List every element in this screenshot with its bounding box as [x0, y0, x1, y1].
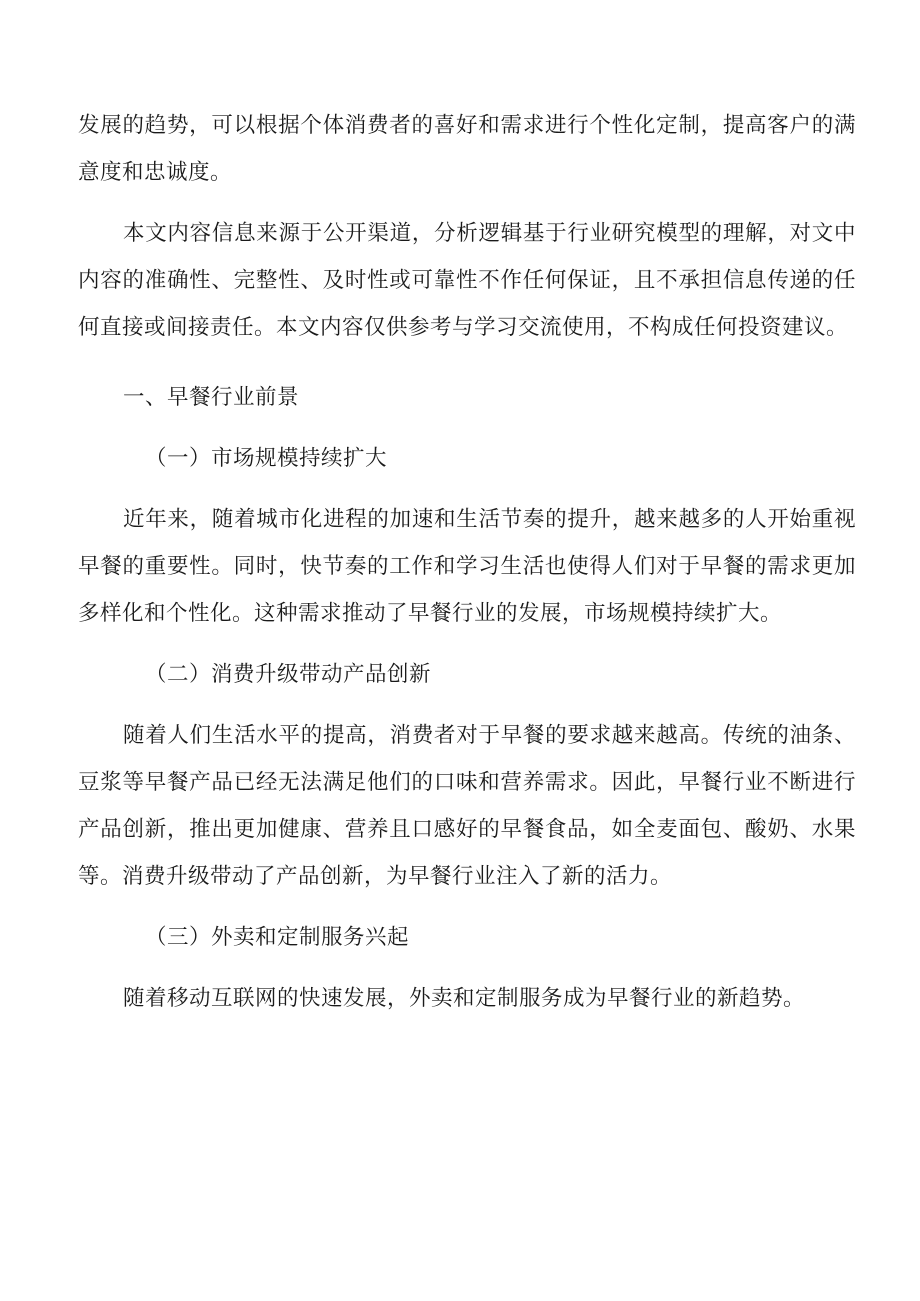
subsection-heading-2: （二）消费升级带动产品创新 — [145, 662, 432, 687]
subsection-heading-1: （一）市场规模持续扩大 — [145, 446, 388, 471]
document-body — [78, 102, 856, 1022]
subsection-body-1: 近年来，随着城市化进程的加速和生活节奏的提升，越来越多的人开始重视早餐的重要性。同时，快节奏的工作和学习生活也使得人们对于早餐的需求更加多样化和个性化。这种需求推动了早餐行业的发展，市场规模持续扩大。 — [78, 507, 856, 626]
subsection-body-3: 随着移动互联网的快速发展，外卖和定制服务成为早餐行业的新趋势。 — [123, 986, 806, 1011]
section-heading: 一、早餐行业前景 — [123, 385, 300, 410]
disclaimer-paragraph: 本文内容信息来源于公开渠道，分析逻辑基于行业研究模型的理解，对文中内容的准确性、完整性、及时性或可靠性不作任何保证，且不承担信息传递的任何直接或间接责任。本文内容仅供参考与学习交流使用，不构成任何投资建议。 — [78, 221, 856, 340]
subsection-body-2: 随着人们生活水平的提高，消费者对于早餐的要求越来越高。传统的油条、豆浆等早餐产品已经无法满足他们的口味和营养需求。因此，早餐行业不断进行产品创新，推出更加健康、营养且口感好的早餐食品，如全麦面包、酸奶、水果等。消费升级带动了产品创新，为早餐行业注入了新的活力。 — [78, 723, 856, 889]
subsection-heading-3: （三）外卖和定制服务兴起 — [145, 925, 410, 950]
paragraph-continuation: 发展的趋势，可以根据个体消费者的喜好和需求进行个性化定制，提高客户的满意度和忠诚度。 — [78, 113, 856, 185]
